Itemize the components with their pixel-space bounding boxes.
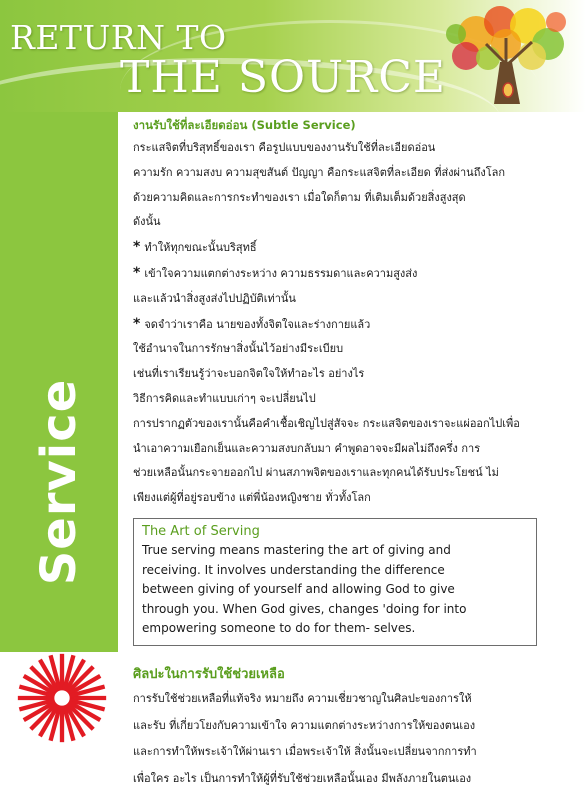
callout-line: through you. When God gives, changes 'doing for into <box>142 601 467 616</box>
callout-art-of-serving <box>133 518 537 646</box>
sunburst-icon <box>14 650 110 746</box>
section-title: งานรับใช้ที่ละเอียดอ่อน (Subtle Service) <box>133 118 356 132</box>
paragraph-line: วิธีการคิดและทำแบบเก่าๆ จะเปลี่ยนไป <box>133 391 316 405</box>
callout-title: The Art of Serving <box>142 524 260 539</box>
masthead-title-line1: RETURN TO <box>10 18 227 57</box>
sunburst-rays <box>18 654 106 742</box>
bullet-item <box>133 261 573 287</box>
callout-line: receiving. It involves understanding the difference <box>142 562 445 577</box>
bullet-item <box>133 312 573 338</box>
paragraph-line: ด้วยความคิดและการกระทำของเรา เมื่อใดก็ตาม ที่เติมเต็มด้วยสิ่งสูงสุด <box>133 190 466 204</box>
paragraph-line: การรับใช้ช่วยเหลือที่แท้จริง หมายถึง ความเชี่ยวชาญในศิลปะของการให้ <box>133 692 472 705</box>
callout-line: True serving means mastering the art of giving and <box>142 543 451 557</box>
paragraph-line: กระแสจิตที่บริสุทธิ์ของเรา คือรูปแบบของงานรับใช้ที่ละเอียดอ่อน <box>133 141 436 154</box>
asterisk-bullet-icon: * <box>133 239 141 256</box>
paragraph-line: และการทำให้พระเจ้าให้ผ่านเรา เมื่อพระเจ้าให้ สิ่งนั้นจะเปลี่ยนจากการทำ <box>133 745 477 758</box>
bullet-text: เข้าใจความแตกต่างระหว่าง ความธรรมดาและความสูงส่ง <box>144 266 418 280</box>
paragraph-line: นำเอาความเยือกเย็นและความสงบกลับมา คำพูดอาจจะมีผลไม่ถึงครึ่ง การ <box>133 441 481 455</box>
header-banner <box>0 0 586 112</box>
section-title: ศิลปะในการรับใช้ช่วยเหลือ <box>133 667 285 682</box>
asterisk-bullet-icon: * <box>133 264 141 281</box>
paragraph-line: ใช้อำนาจในการรักษาสิ่งนั้นไว้อย่างมีระเบียบ <box>133 342 344 356</box>
callout-line: empowering someone to do for them- selves. <box>142 621 416 635</box>
paragraph-line: และแล้วนำสิ่งสูงส่งไปปฏิบัติเท่านั้น <box>133 291 296 305</box>
paragraph-line: ความรัก ความสงบ ความสุขสันต์ ปัญญา คือกระแสจิตที่ละเอียด ที่ส่งผ่านถึงโลก <box>133 165 506 179</box>
paragraph-line: เช่นที่เราเรียนรู้ว่าจะบอกจิตใจให้ทำอะไร อย่างไร <box>133 367 365 381</box>
asterisk-bullet-icon: * <box>133 315 141 332</box>
sidebar-band <box>0 112 118 652</box>
masthead-title-line2: THE SOURCE <box>120 52 447 103</box>
paragraph-line: เพียงแต่ผู้ที่อยู่รอบข้าง แต่พี่น้องหญิงชาย ทั่วทั้งโลก <box>133 491 371 505</box>
bullet-text: ทำให้ทุกขณะนั้นบริสุทธิ์ <box>144 241 257 255</box>
paragraph-line: เพื่อใคร อะไร เป็นการทำให้ผู้ที่รับใช้ช่วยเหลือนั้นเอง มีพลังภายในตนเอง <box>133 771 472 785</box>
sidebar-section-label: Service <box>31 378 87 586</box>
paragraph-line: ช่วยเหลือนั้นกระจายออกไป ผ่านสภาพจิตของเราและทุกคนได้รับประโยชน์ ไม่ <box>133 466 499 480</box>
section-art-of-helping <box>133 664 573 792</box>
paragraph-line: ดังนั้น <box>133 215 161 229</box>
section-subtle-service <box>133 114 573 511</box>
paragraph-line: และรับ ที่เกี่ยวโยงกับความเข้าใจ ความแตกต่างระหว่างการให้ของตนเอง <box>133 718 476 732</box>
callout-line: between giving of yourself and allowing God to give <box>142 582 455 596</box>
paragraph-line: การปรากฏตัวของเรานั้นคือคำเชื้อเชิญไปสู่สัจจะ กระแสจิตของเราจะแผ่ออกไปเพื่อ <box>133 416 520 430</box>
bullet-text: จดจำว่าเราคือ นายของทั้งจิตใจและร่างกายแล้ว <box>144 317 371 331</box>
tree-logo-icon <box>436 4 578 110</box>
bullet-item <box>133 235 573 261</box>
